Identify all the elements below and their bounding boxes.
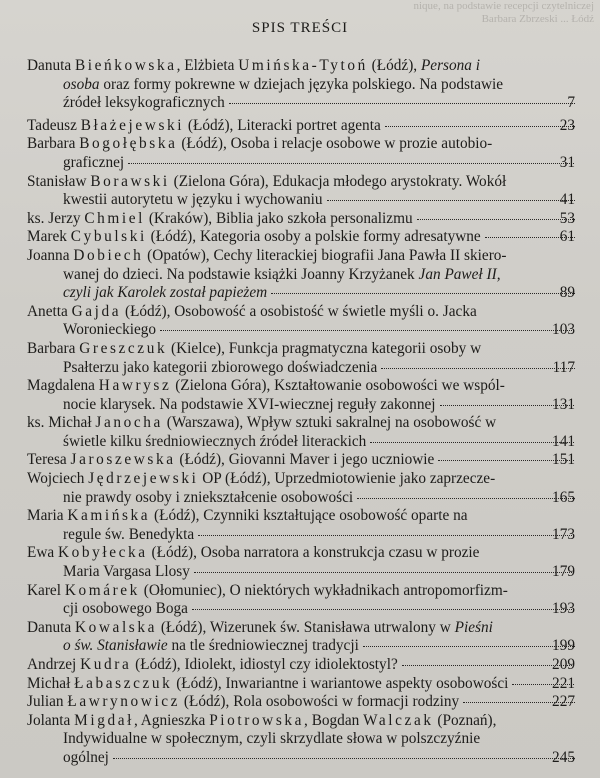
toc-entry: Teresa Jaroszewska (Łódź), Giovanni Maver i jego uczniowie 151 bbox=[27, 451, 575, 470]
toc-entry: Joanna Dobiech (Opatów), Cechy literackiej biografii Jana Pawła II skiero- wanej do dzieci. Na podstawie książki Joanny Krzyżanek Jan Paweł II, czyli jak Karolek został papieżem 89 bbox=[27, 247, 575, 303]
toc-entry: Danuta Bieńkowska, Elżbieta Umińska-Tytoń (Łódź), Persona i osoba oraz formy pokrewne w dziejach języka polskiego. Na podstawie źródeł leksykograficznych 7 bbox=[27, 57, 575, 113]
page-number: 227 bbox=[552, 693, 575, 711]
page-number: 165 bbox=[552, 488, 575, 506]
leader-dots bbox=[402, 664, 575, 666]
page-number: 103 bbox=[552, 321, 575, 339]
page-number: 151 bbox=[552, 451, 575, 469]
toc-entry: ks. Michał Janocha (Warszawa), Wpływ sztuki sakralnej na osobowość w świetle kilku średniowiecznych źródeł literackich 141 bbox=[27, 414, 575, 451]
page-number: 193 bbox=[552, 600, 575, 618]
toc-entry: Marek Cybulski (Łódź), Kategoria osoby a polskie formy adresatywne 61 bbox=[27, 228, 575, 247]
leader-dots bbox=[381, 367, 575, 369]
toc-entry: Michał Łabaszczuk (Łódź), Inwariantne i wariantowe aspekty osobowości 221 bbox=[27, 675, 575, 694]
leader-dots bbox=[160, 329, 575, 331]
leader-dots bbox=[370, 441, 575, 443]
leader-dots bbox=[357, 497, 575, 499]
page-number: 53 bbox=[559, 209, 575, 227]
leader-dots bbox=[327, 199, 575, 201]
page-number: 131 bbox=[552, 395, 575, 413]
page-number: 141 bbox=[552, 432, 575, 450]
leader-dots bbox=[192, 608, 575, 610]
leader-dots bbox=[417, 218, 575, 220]
toc-entry: Stanisław Borawski (Zielona Góra), Edukacja młodego arystokraty. Wokół kwestii autorytetu w języku i wychowaniu 41 bbox=[27, 173, 575, 210]
page-number: 7 bbox=[567, 94, 575, 112]
bleed-through-text: nique, na podstawie recepcji czytelniczej Barbara Zbrzeski ... Łódź bbox=[413, 0, 594, 25]
toc-entry: Jolanta Migdał, Agnieszka Piotrowska, Bogdan Walczak (Poznań), Indywidualne w społecznym, czyli skrzydlate słowa w polszczyźnie ogólnej 245 bbox=[27, 712, 575, 768]
page-number: 89 bbox=[559, 284, 575, 302]
page-title: SPIS TREŚCI bbox=[251, 20, 349, 36]
leader-dots bbox=[271, 292, 575, 294]
leader-dots bbox=[363, 645, 575, 647]
leader-dots bbox=[229, 102, 575, 104]
page-number: 209 bbox=[552, 656, 575, 673]
page-number: 221 bbox=[552, 674, 575, 692]
toc-entry: ks. Jerzy Chmiel (Kraków), Biblia jako szkoła personalizmu 53 bbox=[27, 210, 575, 229]
page-number: 179 bbox=[552, 563, 575, 581]
toc-entry: Danuta Kowalska (Łódź), Wizerunek św. Stanisława utrwalony w Pieśni o św. Stanisławie na tle średniowiecznej tradycji 199 bbox=[27, 619, 575, 656]
toc-entry: Anetta Gajda (Łódź), Osobowość a osobistość w świetle myśli o. Jacka Woronieckiego 103 bbox=[27, 303, 575, 340]
leader-dots bbox=[128, 162, 575, 164]
page-number: 199 bbox=[552, 637, 575, 655]
toc-entry: Wojciech Jędrzejewski OP (Łódź), Uprzedmiotowienie jako zaprzecze- nie prawdy osoby i zniekształcenie osobowości 165 bbox=[27, 470, 575, 507]
toc-entry: Andrzej Kudra (Łódź), Idiolekt, idiostyl czy idiolektostyl? 209 bbox=[27, 656, 575, 675]
leader-dots bbox=[385, 125, 575, 127]
page-number: 173 bbox=[552, 525, 575, 543]
page-number: 41 bbox=[559, 191, 575, 209]
leader-dots bbox=[198, 534, 575, 536]
page-number: 61 bbox=[559, 228, 575, 246]
leader-dots bbox=[113, 757, 575, 759]
toc-entry: Magdalena Hawrysz (Zielona Góra), Kształtowanie osobowości we wspól- nocie klarysek. Na podstawie XVI-wiecznej reguły zakonnej 131 bbox=[27, 377, 575, 414]
toc-entry: Julian Ławrynowicz (Łódź), Rola osobowości w formacji rodziny 227 bbox=[27, 693, 575, 712]
toc-entry: Tadeusz Błażejewski (Łódź), Literacki portret agenta 23 bbox=[27, 117, 575, 136]
toc-entry: Ewa Kobyłecka (Łódź), Osoba narratora a konstrukcja czasu w prozie Maria Vargasa Llosy 179 bbox=[27, 544, 575, 581]
toc-entry: Barbara Greszczuk (Kielce), Funkcja pragmatyczna kategorii osoby w Psałterzu jako kategorii zbiorowego doświadczenia 117 bbox=[27, 340, 575, 377]
toc-entry: Maria Kamińska (Łódź), Czynniki kształtujące osobowość oparte na regule św. Benedykta 173 bbox=[27, 507, 575, 544]
leader-dots bbox=[194, 571, 575, 573]
page-number: 117 bbox=[552, 358, 575, 376]
page-number: 23 bbox=[559, 116, 575, 134]
toc-entry: Karel Komárek (Ołomuniec), O niektórych wykładnikach antropomorfizm- cji osobowego Boga 193 bbox=[27, 582, 575, 619]
toc-entry: Barbara Bogołębska (Łódź), Osoba i relacje osobowe w prozie autobio- graficznej 31 bbox=[27, 135, 575, 172]
page-number: 31 bbox=[559, 153, 575, 171]
table-of-contents bbox=[27, 57, 575, 768]
page-number: 245 bbox=[552, 748, 575, 766]
